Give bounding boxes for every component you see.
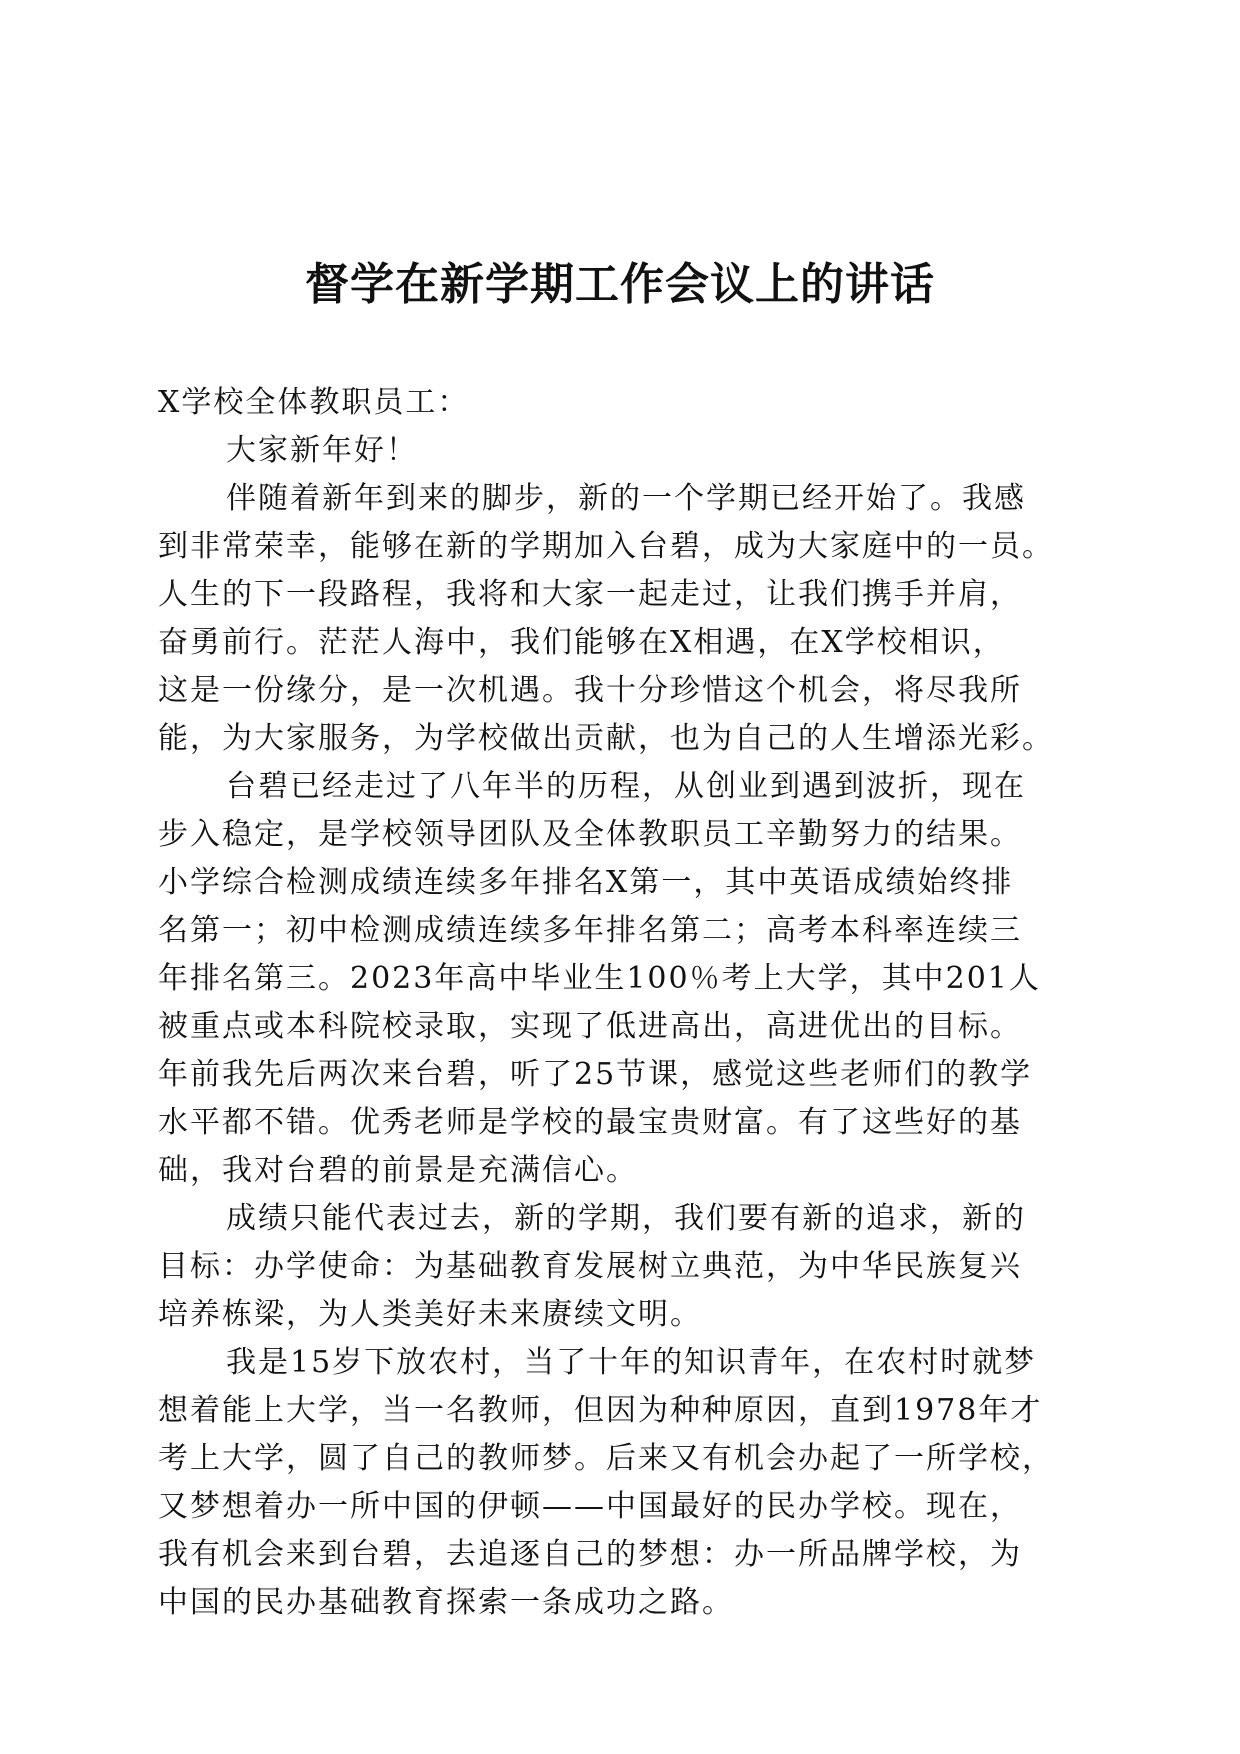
body-line: 成绩只能代表过去，新的学期，我们要有新的追求，新的 bbox=[226, 1201, 1026, 1236]
body-line: 这是一份缘分，是一次机遇。我十分珍惜这个机会，将尽我所 bbox=[158, 673, 1022, 708]
body-line: 被重点或本科院校录取，实现了低进高出，高进优出的目标。 bbox=[158, 1009, 1022, 1044]
body-line: 我有机会来到台碧，去追逐自己的梦想：办一所品牌学校，为 bbox=[158, 1537, 1022, 1572]
body-line: 名第一；初中检测成绩连续多年排名第二；高考本科率连续三 bbox=[158, 913, 1022, 948]
body-line: 小学综合检测成绩连续多年排名X第一，其中英语成绩始终排 bbox=[158, 865, 1014, 900]
body-line: 人生的下一段路程，我将和大家一起走过，让我们携手并肩， bbox=[158, 577, 1022, 612]
body-line: 能，为大家服务，为学校做出贡献，也为自己的人生增添光彩。 bbox=[158, 721, 1054, 756]
body-line: 年排名第三。2023年高中毕业生100％考上大学，其中201人 bbox=[158, 961, 1041, 996]
body-line: 年前我先后两次来台碧，听了25节课，感觉这些老师们的教学 bbox=[158, 1057, 1033, 1092]
body-line: 台碧已经走过了八年半的历程，从创业到遇到波折，现在 bbox=[226, 769, 1026, 804]
document-body bbox=[158, 379, 1098, 1627]
greeting: 大家新年好！ bbox=[226, 433, 418, 468]
body-line: 到非常荣幸，能够在新的学期加入台碧，成为大家庭中的一员。 bbox=[158, 529, 1054, 564]
body-line: 又梦想着办一所中国的伊顿——中国最好的民办学校。现在， bbox=[158, 1489, 1022, 1524]
body-line: 考上大学，圆了自己的教师梦。后来又有机会办起了一所学校， bbox=[158, 1441, 1054, 1476]
body-line: 培养栋梁，为人类美好未来赓续文明。 bbox=[158, 1297, 702, 1332]
salutation: X学校全体教职员工： bbox=[158, 385, 470, 420]
body-line: 想着能上大学，当一名教师，但因为种种原因，直到1978年才 bbox=[158, 1393, 1043, 1428]
body-line: 我是15岁下放农村，当了十年的知识青年，在农村时就梦 bbox=[226, 1345, 1037, 1380]
body-line: 奋勇前行。茫茫人海中，我们能够在X相遇，在X学校相识， bbox=[158, 625, 1005, 660]
body-line: 中国的民办基础教育探索一条成功之路。 bbox=[158, 1585, 734, 1620]
body-line: 伴随着新年到来的脚步，新的一个学期已经开始了。我感 bbox=[226, 481, 1026, 516]
body-line: 步入稳定，是学校领导团队及全体教职员工辛勤努力的结果。 bbox=[158, 817, 1022, 852]
body-line: 水平都不错。优秀老师是学校的最宝贵财富。有了这些好的基 bbox=[158, 1105, 1022, 1140]
body-line: 础，我对台碧的前景是充满信心。 bbox=[158, 1153, 638, 1188]
body-line: 目标：办学使命：为基础教育发展树立典范，为中华民族复兴 bbox=[158, 1249, 1022, 1284]
document-title: 督学在新学期工作会议上的讲话 bbox=[305, 259, 935, 310]
